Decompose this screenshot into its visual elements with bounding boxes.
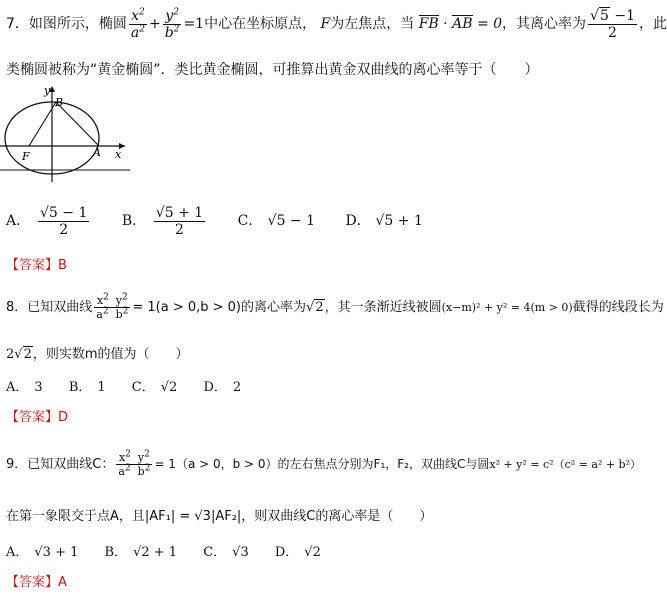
q8-text-2: ，则实数m的值为（ ） <box>32 347 189 362</box>
q8-option-C-key: C． <box>131 380 155 395</box>
q7-text-a: 如图所示，椭圆 <box>28 16 127 32</box>
label-B: B <box>55 96 64 109</box>
q9-option-D-key: D． <box>274 545 299 560</box>
q9-option-B-key: B． <box>104 545 128 560</box>
q8-option-D-value: 2 <box>232 380 242 395</box>
q7-ellipse-frac-x: $\frac{x^2}{a^2}$ <box>130 6 146 41</box>
q8-option-B-key: B． <box>68 380 92 395</box>
q9-circle-eq: x² + y² = c²（c² = a² + b²） <box>489 458 641 471</box>
q7-line-1: 7．如图所示，椭圆 $\frac{x^2}{a^2}$ + $\frac{y^2}{b^2}$ =1中心在坐标原点， F为左焦点，当 FB · AB = 0，其离心率为 $\frac{√5 -1}{2}$ ，此 <box>6 6 667 41</box>
q9-options <box>6 543 321 563</box>
q8-text-a: 8．已知双曲线 <box>6 300 93 315</box>
q8-circle-eq: (x−m)² + y² = 4(m > 0) <box>441 301 573 314</box>
q8-line-1: 8．已知双曲线 $\frac{x^2 y^2}{a^2 b^2}$ = 1(a > 0,b > 0)的离心率为√2，其一条渐近线被圆(x−m)² + y² = 4(m > 0)截得的线段长为 <box>6 292 664 321</box>
q8-line-2: 2√2，则实数m的值为（ ） <box>6 347 189 362</box>
q7-eccentricity: $\frac{√5 -1}{2}$ <box>590 7 635 41</box>
q8-text-e: 截得的线段长为 <box>572 300 664 315</box>
q7-answer: 【答案】B <box>6 258 67 273</box>
q8-option-A-key: A． <box>6 380 29 395</box>
q8-answer: 【答案】D <box>6 410 69 425</box>
q9-option-A-value: √3 + 1 <box>34 545 79 560</box>
q9-option-C-key: C． <box>203 545 227 560</box>
q9-option-D-value: √2 <box>304 545 321 560</box>
q9-answer: 【答案】A <box>6 575 67 590</box>
q7-option-B-key: B． <box>121 213 147 229</box>
q7-option-D-value: √5 + 1 <box>375 213 423 229</box>
q9-text-a: 9．已知双曲线C： <box>6 457 115 472</box>
q8-option-C-value: √2 <box>160 380 178 395</box>
q8-options <box>6 378 241 398</box>
q7-ellipse-figure <box>0 84 130 184</box>
q7-option-A-key: A． <box>6 213 31 229</box>
label-A: A <box>93 146 101 159</box>
q9-option-A-key: A． <box>6 545 29 560</box>
q9-option-B-value: √2 + 1 <box>133 545 178 560</box>
q7-number: 7． <box>6 16 29 32</box>
q8-option-B-value: 1 <box>97 380 106 395</box>
q9-option-C-value: √3 <box>232 545 249 560</box>
q7-option-A-value: $\frac{√5 - 1}{2}$ <box>40 204 88 238</box>
q7-options <box>6 203 423 239</box>
q9-text-b: = 1（a > 0，b > 0）的左右焦点分别为F₁，F₂，双曲线C与圆 <box>154 457 490 471</box>
q9-line-2: 在第一象限交于点A，且|AF₁| = √3|AF₂|，则双曲线C的离心率是（ ） <box>6 509 433 524</box>
q7-option-B-value: $\frac{√5 + 1}{2}$ <box>155 204 204 238</box>
q7-ellipse-frac-y: $\frac{y^2}{b^2}$ <box>164 6 180 41</box>
q8-option-D-key: D． <box>203 380 227 395</box>
q9-line-1 <box>6 446 641 482</box>
q7-text-e: ，此 <box>638 16 667 32</box>
q7-line-2: 类椭圆被称为“黄金椭圆”．类比黄金椭圆，可推算出黄金双曲线的离心率等于（ ） <box>6 62 539 78</box>
q7-text-d: ，其离心率为 <box>502 16 587 32</box>
q9-hyperbola-frac: $\frac{x^2 y^2}{a^2 b^2}$ <box>118 449 151 478</box>
label-x: x <box>115 148 122 161</box>
q7-option-C-key: C． <box>237 213 263 229</box>
q8-text-b: = 1(a > 0,b > 0)的离心率为 <box>132 300 307 315</box>
q7-option-D-key: D． <box>345 213 371 229</box>
q8-hyperbola-frac: $\frac{x^2 y^2}{a^2 b^2}$ <box>96 292 129 321</box>
q8-option-A-value: 3 <box>34 380 43 395</box>
q7-vector-product: FB · AB = 0 <box>418 16 503 32</box>
label-y: y <box>44 84 51 97</box>
q7-text-b: 中心在坐标原点， <box>204 16 317 32</box>
q7-text-c: 为左焦点，当 <box>330 16 415 32</box>
q8-text-c: ，其一条渐近线被圆 <box>324 300 442 315</box>
q7-option-C-value: √5 − 1 <box>267 213 316 229</box>
label-F: F <box>22 150 30 163</box>
